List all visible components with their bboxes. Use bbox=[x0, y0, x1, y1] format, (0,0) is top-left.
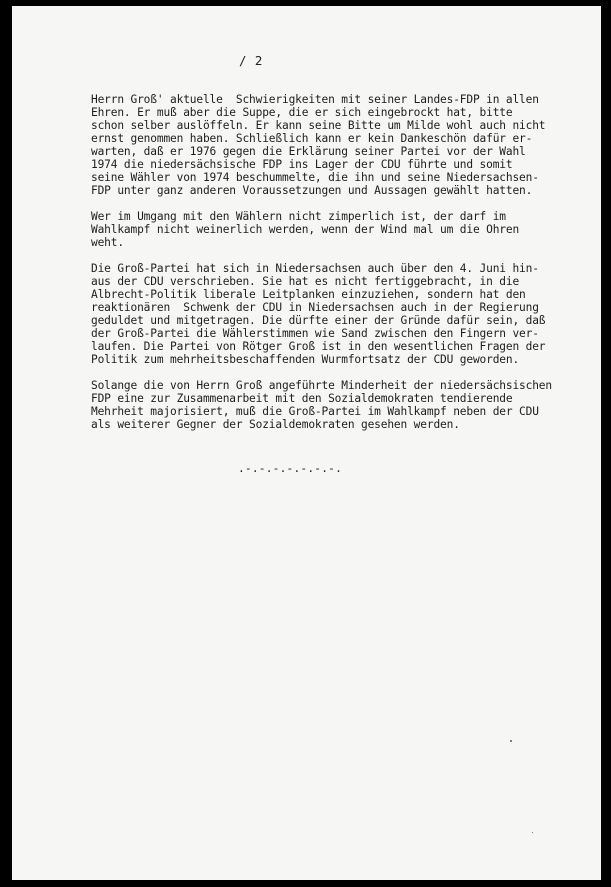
body-text bbox=[91, 93, 596, 444]
text-line: weht. bbox=[91, 236, 124, 249]
text-line: laufen. Die Partei von Rötger Groß ist in den wesentlichen Fragen der bbox=[91, 340, 546, 353]
text-line: Politik zum mehrheitsbeschaffenden Wurmfortsatz der CDU geworden. bbox=[91, 353, 520, 366]
text-line: FDP eine zur Zusammenarbeit mit den Sozialdemokraten tendierende bbox=[91, 392, 513, 405]
text-line: Albrecht-Politik liberale Leitplanken einzuziehen, sondern hat den bbox=[91, 288, 526, 301]
text-line: Herrn Groß' aktuelle Schwierigkeiten mit seiner Landes-FDP in allen bbox=[91, 93, 539, 106]
text-line: aus der CDU verschrieben. Sie hat es nicht fertiggebracht, in die bbox=[91, 275, 520, 288]
text-line: 1974 die niedersächsische FDP ins Lager der CDU führte und somit bbox=[91, 158, 513, 171]
page-number: / 2 bbox=[239, 53, 263, 68]
paragraph bbox=[91, 262, 596, 366]
text-line: Mehrheit majorisiert, muß die Groß-Partei im Wahlkampf neben der CDU bbox=[91, 405, 539, 418]
text-line: Solange die von Herrn Groß angeführte Minderheit der niedersächsischen bbox=[91, 379, 552, 392]
text-line: FDP unter ganz anderen Voraussetzungen und Aussagen gewählt hatten. bbox=[91, 184, 533, 197]
scan-speck bbox=[532, 832, 533, 833]
paragraph bbox=[91, 210, 596, 249]
scan-speck bbox=[510, 740, 512, 742]
paragraph bbox=[91, 93, 596, 197]
text-line: schon selber auslöffeln. Er kann seine Bitte um Milde wohl auch nicht bbox=[91, 119, 546, 132]
text-line: warten, daß er 1976 gegen die Erklärung seiner Partei vor der Wahl bbox=[91, 145, 526, 158]
text-line: Wer im Umgang mit den Wählern nicht zimperlich ist, der darf im bbox=[91, 210, 506, 223]
text-line: Die Groß-Partei hat sich in Niedersachsen auch über den 4. Juni hin- bbox=[91, 262, 539, 275]
text-line: als weiterer Gegner der Sozialdemokraten gesehen werden. bbox=[91, 418, 460, 431]
text-line: seine Wähler von 1974 beschummelte, die ihn und seine Niedersachsen- bbox=[91, 171, 539, 184]
text-line: ernst genommen haben. Schließlich kann er kein Dankeschön dafür er- bbox=[91, 132, 533, 145]
text-line: Wahlkampf nicht weinerlich werden, wenn der Wind mal um die Ohren bbox=[91, 223, 520, 236]
paragraph bbox=[91, 379, 596, 431]
document-page bbox=[12, 6, 601, 880]
text-line: Ehren. Er muß aber die Suppe, die er sich eingebrockt hat, bitte bbox=[91, 106, 513, 119]
end-of-text-mark: .-.-.-.-.-.-.-. bbox=[238, 462, 343, 475]
text-line: reaktionären Schwenk der CDU in Niedersachsen auch in der Regierung bbox=[91, 301, 539, 314]
text-line: geduldet und mitgetragen. Die dürfte einer der Gründe dafür sein, daß bbox=[91, 314, 546, 327]
text-line: der Groß-Partei die Wählerstimmen wie Sand zwischen den Fingern ver- bbox=[91, 327, 539, 340]
